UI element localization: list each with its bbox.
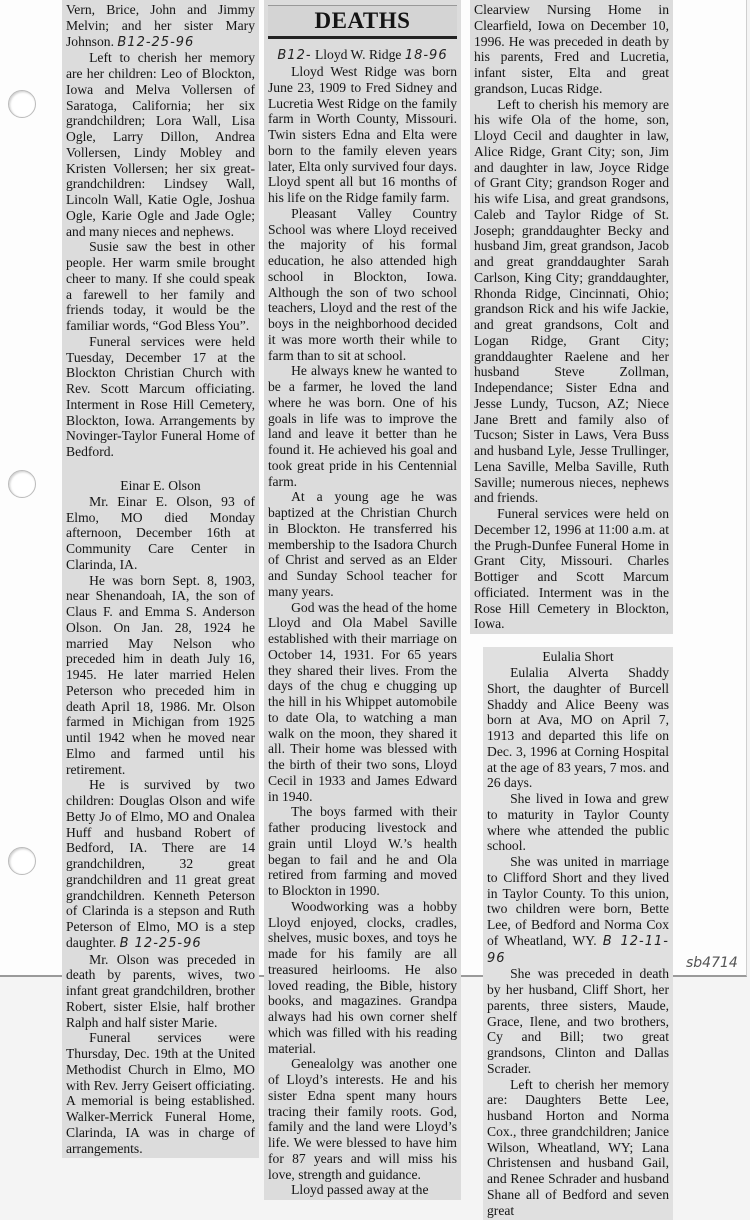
paragraph-text: She was united in marriage to Clifford Short and they lived in Taylor County. To this union, two children were born, Bette Lee, of Bedford and Norma Cox of Wheatland, WY. xyxy=(487,854,669,948)
column-3 xyxy=(470,0,673,634)
paragraph-text: Clearview Nursing Home in Clearfield, Iowa on December 10, 1996. He was preceded in death by his parents, Fred and Lucretia, infant sister, Elta and great grandson, Lucas Ridge. xyxy=(474,2,669,96)
paragraph-text: He was born Sept. 8, 1903, near Shenandoah, IA, the son of Claus F. and Emma S. Anderson Olson. On Jan. 28, 1924 he married May Nelson who preceded him in death July 16, 1945. He later married Helen Peterson who preceded him in death April 18, 1986. Mr. Olson farmed in Michigan from 1925 until 1942 when he moved near Elmo and farmed until his retirement. xyxy=(66,572,255,777)
paragraph-text: He always knew he wanted to be a farmer, he loved the land where he was born. One of his goals in life was to improve the land and leave it better than he found it. He achieved his goal and took great pride in his Centennial farm. xyxy=(268,363,457,489)
paragraph-text: Funeral services were Thursday, Dec. 19th at the United Methodist Church in Elmo, MO with Rev. Jerry Geisert officiating. A memorial is being established. Walker-Merrick Funeral Home, Clarinda, IA was in charge of arrangements. xyxy=(66,1030,255,1156)
paragraph xyxy=(66,573,255,778)
paragraph xyxy=(268,489,457,599)
paragraph-text: Susie saw the best in other people. Her warm smile brought cheer to many. If she could speak a farewell to her family and friends today, it would be the familiar words, “God Bless You”. xyxy=(66,239,255,333)
handwritten-date-note: 18-96 xyxy=(404,48,448,63)
paragraph xyxy=(66,2,255,50)
paragraph-text: She lived in Iowa and grew to maturity in Taylor County where whe attended the public school. xyxy=(487,791,669,854)
short-obituary xyxy=(487,665,669,1218)
paragraph xyxy=(487,665,669,791)
paragraph xyxy=(66,50,255,239)
paragraph xyxy=(487,791,669,854)
paragraph-text: He is survived by two children: Douglas Olson and wife Betty Jo of Elmo, MO and Onalea Huff and husband Robert of Bedford, IA. There are 14 grandchildren, 32 great grandchildren and 11 great great grandchildren. Kenneth Peterson of Clarinda is a stepson and Ruth Peterson of Elmo, MO is a step daughter. xyxy=(66,777,255,950)
olson-obituary xyxy=(66,494,255,1157)
paragraph xyxy=(66,1030,255,1156)
paragraph-text: At a young age he was baptized at the Christian Church in Blockton. He transferred his membership to the Isadora Church of Christ and served as an Elder and Sunday School teacher for many years. xyxy=(268,489,457,599)
paragraph-text: Pleasant Valley Country School was where Lloyd received the majority of his formal education, he also attended high school in Blockton, Iowa. Although the son of two school teachers, Lloyd and the rest of the boys in the neighborhood decided it was more worth their while to farm than to sit at school. xyxy=(268,205,457,363)
paragraph xyxy=(66,952,255,1031)
paragraph xyxy=(66,239,255,334)
column-1 xyxy=(62,0,259,1158)
paragraph-text: The boys farmed with their father producing livestock and grain until Lloyd W.’s health began to fail and he and Ola retired from farming and moved to Blockton in 1990. xyxy=(268,804,457,898)
handwritten-date-note: B12-25-96 xyxy=(117,34,195,50)
right-column-stack xyxy=(470,0,673,1220)
paragraph xyxy=(487,854,669,966)
paragraph-text: Mr. Olson was preceded in death by parents, wives, two infant great grandchildren, brother Robert, sister Elsie, half brother Ralph and half sister Marie. xyxy=(66,951,255,1030)
handwritten-date-note: B 12-11-96 xyxy=(487,933,669,966)
paragraph-text: Left to cherish her memory are her children: Leo of Blockton, Iowa and Melva Vollersen of Saratoga, California; her six grandchildren; Lora Wall, Lisa Ogle, Larry Dillon, Andrea Vollersen, Lindy Mobley and Kristen Vollersen; her six great-grandchildren: Lindsey Wall, Lincoln Wall, Katie Ogle, Joshua Ogle, Karie Ogle and Jade Ogle; and many nieces and nephews. xyxy=(66,50,255,239)
paragraph-text: God was the head of the home Lloyd and Ola Mabel Saville established with their marriage on October 14, 1931. For 65 years they shared their lives. From the days of the chug e chugging up the hill in his Whippet automobile to date Ola, to watching a man walk on the moon, they shared it all. Their home was blessed with the birth of their two sons, Lloyd Cecil in 1933 and James Edward in 1940. xyxy=(268,599,457,804)
paragraph xyxy=(268,600,457,805)
ridge-obituary xyxy=(268,64,457,1198)
obituary-title-short: Eulalia Short xyxy=(542,649,614,664)
paragraph-text: Woodworking was a hobby Lloyd enjoyed, clocks, cradles, shelves, music boxes, and toys he made for his family are all treasured heirlooms. He also loved reading, the Bible, history books, and magazines. Grandpa always had his own corner shelf which was filled with his reading material. xyxy=(268,898,457,1056)
paragraph xyxy=(66,494,255,573)
section-title: DEATHS xyxy=(268,5,457,39)
paragraph xyxy=(268,64,457,206)
paragraph-text: Funeral services were held on December 12, 1996 at 11:00 a.m. at the Prugh-Dunfee Funeral Home in Grant City, Missouri. Charles Bottiger and Scott Marcum officiated. Interment was in the Rose Hill Cemetery in Blockton, Iowa. xyxy=(474,506,669,632)
obituary-title-olson: Einar E. Olson xyxy=(120,477,201,493)
paragraph xyxy=(268,1056,457,1182)
paragraph xyxy=(268,804,457,899)
paragraph-text: Left to cherish his memory are his wife Ola of the home, son, Lloyd Cecil and daughter in law, Alice Ridge, Grant City; son, Jim and daughter in law, Joyce Ridge of Grant City; grandson Roger and his wife Lisa, and great grandsons, Caleb and Taylor Ridge of St. Joseph; granddaughter Becky and husband Jim, great grandson, Jacob and great granddaughter Sarah Carlson, King City; granddaughter, Rhonda Ridge, Cincinnati, Ohio; grandson Rick and his wife Jackie, and great grandsons, Colt and Logan Ridge, Grant City; granddaughter Raelene and her husband Steve Zollman, Independance; Sister Edna and Jesse Lundy, Tucson, AZ; Niece Jane Brett and family also of Tucson; Sister in Laws, Vera Buss and husband Lyle, Jesse Trullinger, Lena Saville, Melba Saville, Ruth Saville; numerous nieces, nephews and friends. xyxy=(474,96,669,506)
handwritten-date-note: B12- xyxy=(277,48,312,63)
paragraph xyxy=(268,363,457,489)
column-4 xyxy=(483,647,673,1220)
paragraph-text: Lloyd passed away at the xyxy=(291,1182,429,1198)
susie-obituary-continuation xyxy=(66,2,255,460)
paragraph xyxy=(66,334,255,460)
ridge-obituary-continuation xyxy=(474,2,669,632)
paragraph-text: Left to cherish her memory are: Daughters Bette Lee, husband Horton and Norma Cox., three grandchildren; Janice Wilson, Wheatland, WY; Lana Christensen and husband Gail, and Renee Schrader and husband Shane all of Bedford and seven great xyxy=(487,1076,669,1218)
handwritten-date-note: B 12-25-96 xyxy=(119,935,202,951)
paragraph xyxy=(474,97,669,507)
archive-stamp: sb4714 xyxy=(686,955,738,971)
paragraph-text: Mr. Einar E. Olson, 93 of Elmo, MO died Monday afternoon, December 16th at Community Care Center in Clarinda, IA. xyxy=(66,493,255,572)
paragraph xyxy=(66,777,255,951)
column-2 xyxy=(264,0,461,1200)
paragraph-text: She was preceded in death by her husband, Cliff Short, her parents, three sisters, Maude, Grace, Ilene, and two brothers, Cy and Bill; two great grandsons, Clinton and Dallas Scrader. xyxy=(487,966,669,1076)
paragraph xyxy=(268,206,457,364)
binder-hole xyxy=(8,470,36,498)
paragraph xyxy=(268,1182,457,1198)
paragraph-text: Lloyd West Ridge was born June 23, 1909 to Fred Sidney and Lucretia West Ridge on the family farm in Worth County, Missouri. Twin sisters Edna and Elta were born to the family eleven years later, Elta only survived four days. Lloyd spent all but 16 months of his life on the Ridge family farm. xyxy=(268,64,457,205)
paragraph-text: Funeral services were held Tuesday, December 17 at the Blockton Christian Church with Rev. Scott Marcum officiating. Interment in Rose Hill Cemetery, Blockton, Iowa. Arrangements by Novinger-Taylor Funeral Home of Bedford. xyxy=(66,333,255,459)
paragraph-text: Vern, Brice, John and Jimmy Melvin; and her sister Mary Johnson. xyxy=(66,2,255,49)
paragraph xyxy=(474,506,669,632)
paragraph xyxy=(487,1077,669,1219)
paragraph-text: Eulalia Alverta Shaddy Short, the daughter of Burcell Shaddy and Alice Beeny was born at Ava, MO on April 7, 1913 and departed this life on Dec. 3, 1996 at Corning Hospital at the age of 83 years, 7 mos. and 26 days. xyxy=(487,665,669,791)
obituary-title-ridge xyxy=(268,47,457,64)
paragraph xyxy=(487,966,669,1076)
obituary-name: Lloyd W. Ridge xyxy=(314,47,402,62)
paragraph-text: Genealolgy was another one of Lloyd’s interests. He and his sister Edna spent many hours tracing their family roots. God, family and the land were Lloyd’s life. We were blessed to have him for 87 years and will miss his love, strength and guidance. xyxy=(268,1056,457,1182)
binder-hole xyxy=(8,90,36,118)
paragraph xyxy=(474,2,669,97)
binder-hole xyxy=(8,847,36,875)
